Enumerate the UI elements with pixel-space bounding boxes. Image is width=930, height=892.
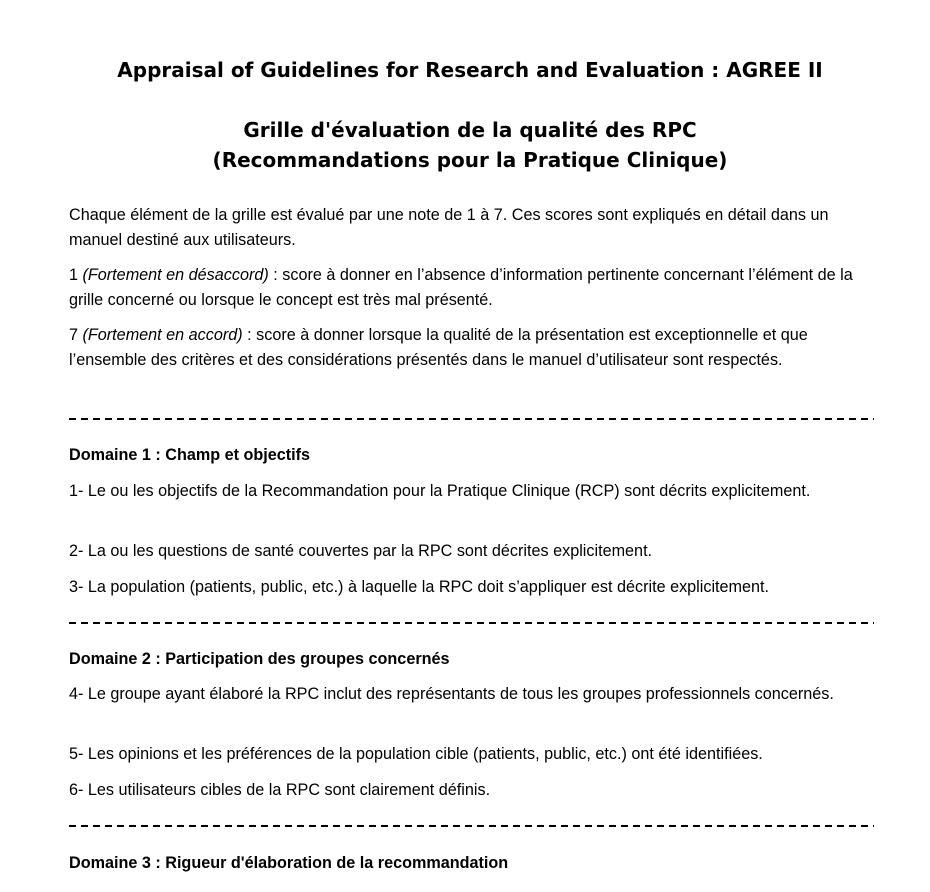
score-7-label: (Fortement en accord): [82, 326, 243, 344]
intro-paragraph: Chaque élément de la grille est évalué par une note de 1 à 7. Ces scores sont expliqués en détail dans un manuel destiné aux utilisateurs.: [69, 206, 829, 249]
section-divider: [69, 824, 874, 828]
document-title: Appraisal of Guidelines for Research and Evaluation : AGREE II: [117, 58, 823, 82]
domain-1-item-3: 3- La population (patients, public, etc.) à laquelle la RPC doit s’appliquer est décrite explicitement.: [69, 578, 770, 596]
domain-1-item-2: 2- La ou les questions de santé couvertes par la RPC sont décrites explicitement.: [69, 542, 653, 560]
domain-2-item-5: 5- Les opinions et les préférences de la population cible (patients, public, etc.) ont été identifiées.: [69, 745, 763, 763]
domain-2-item-4: 4- Le groupe ayant élaboré la RPC inclut des représentants de tous les groupes professionnels concernés.: [69, 685, 834, 703]
score-1-text: : score à donner en l’absence d’information pertinente concernant l’élément de la grille concerné ou lorsque le concept est très mal présenté.: [69, 266, 853, 309]
domain-1-item-1: 1- Le ou les objectifs de la Recommandation pour la Pratique Clinique (RCP) sont décrits explicitement.: [69, 482, 811, 500]
score-1-number: 1: [69, 266, 83, 284]
document-subtitle-line2: (Recommandations pour la Pratique Clinique): [212, 148, 728, 172]
score-1-label: (Fortement en désaccord): [82, 266, 269, 284]
domain-2-title: Domaine 2 : Participation des groupes concernés: [69, 650, 450, 668]
section-divider: [69, 417, 874, 421]
score-1-description: [69, 263, 874, 312]
section-divider: [69, 621, 874, 625]
domain-2-item-6: 6- Les utilisateurs cibles de la RPC sont clairement définis.: [69, 781, 491, 799]
domain-3-title: Domaine 3 : Rigueur d'élaboration de la recommandation: [69, 854, 509, 872]
score-7-text: : score à donner lorsque la qualité de la présentation est exceptionnelle et que l’ensemble des critères et des considérations présentés dans le manuel d’utilisateur sont respectés.: [69, 326, 808, 369]
domain-1-title: Domaine 1 : Champ et objectifs: [69, 446, 311, 464]
score-7-description: [69, 323, 874, 372]
score-7-number: 7: [69, 326, 83, 344]
document-subtitle-line1: Grille d'évaluation de la qualité des RPC: [243, 118, 697, 142]
